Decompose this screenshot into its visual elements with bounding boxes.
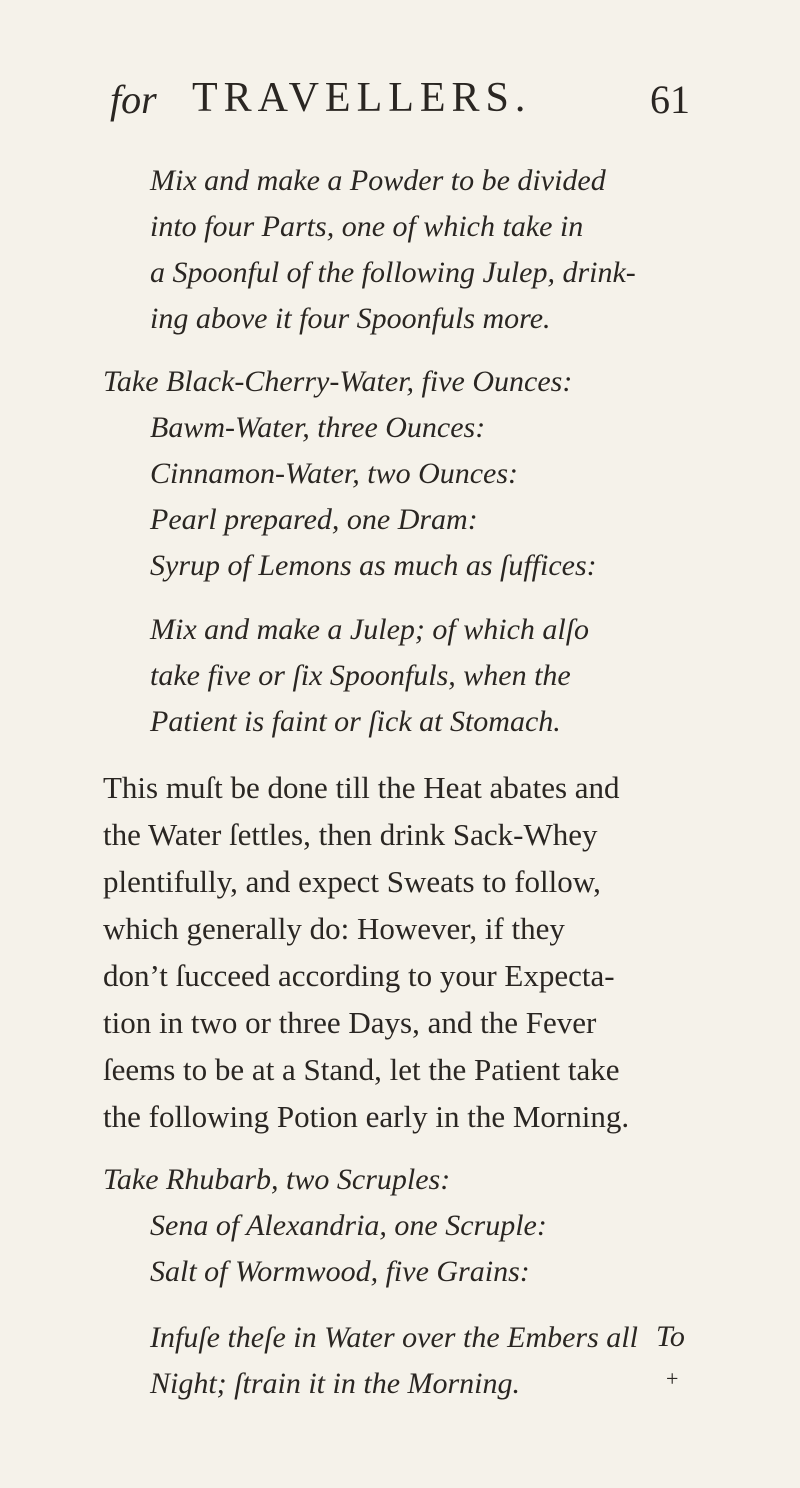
running-head-title: TRAVELLERS. [192, 75, 532, 121]
text-line: Infuſe theſe in Water over the Embers all [150, 1321, 638, 1354]
text-line: Salt of Wormwood, five Grains: [150, 1255, 530, 1288]
text-line: Night; ſtrain it in the Morning. [150, 1367, 521, 1400]
text-line: Take Black-Cherry-Water, five Ounces: [103, 365, 573, 398]
text-line: Cinnamon-Water, two Ounces: [150, 457, 519, 490]
text-line: plentifully, and expect Sweats to follow, [103, 864, 601, 899]
running-head-for: for [110, 77, 157, 122]
text-line: This muſt be done till the Heat abates and [103, 770, 620, 805]
running-head [110, 70, 690, 130]
text-line: Take Rhubarb, two Scruples: [103, 1163, 451, 1196]
text-line: Sena of Alexandria, one Scruple: [150, 1209, 547, 1242]
catchword: To [656, 1320, 685, 1353]
page-number: 61 [650, 77, 690, 122]
text-line: Bawm-Water, three Ounces: [150, 411, 486, 444]
text-line: which generally do: However, if they [103, 911, 565, 946]
text-line: ſeems to be at a Stand, let the Patient take [103, 1052, 620, 1087]
text-line: don’t ſucceed according to your Expecta- [103, 958, 615, 993]
signature-mark: + [666, 1366, 679, 1391]
text-line: Mix and make a Powder to be divided [150, 164, 606, 197]
text-line: take five or ſix Spoonfuls, when the [150, 659, 571, 692]
text-line: tion in two or three Days, and the Fever [103, 1005, 597, 1040]
text-line: a Spoonful of the following Julep, drink- [150, 256, 636, 289]
text-line: Syrup of Lemons as much as ſuffices: [150, 549, 597, 582]
text-line: Mix and make a Julep; of which alſo [150, 613, 590, 646]
text-line: ing above it four Spoonfuls more. [150, 302, 551, 335]
text-line: Pearl prepared, one Dram: [150, 503, 478, 536]
text-line: the following Potion early in the Morning. [103, 1099, 630, 1134]
text-line: the Water ſettles, then drink Sack-Whey [103, 817, 598, 852]
text-line: Patient is faint or ſick at Stomach. [150, 705, 561, 738]
text-line: into four Parts, one of which take in [150, 210, 584, 243]
